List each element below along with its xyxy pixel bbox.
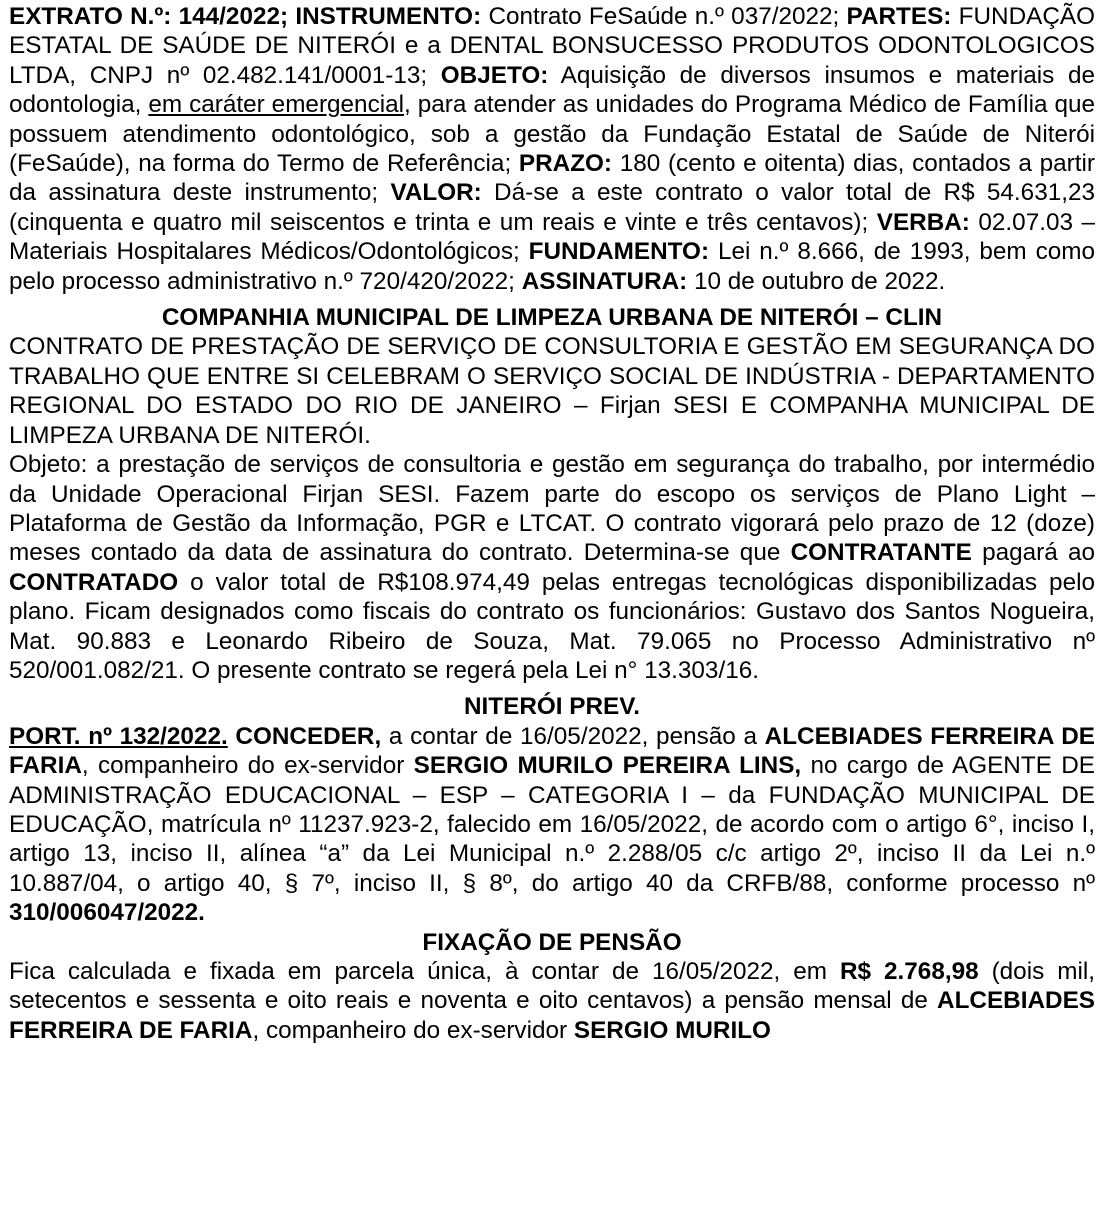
partes-text: FUNDAÇÃO ESTATAL DE SAÚDE DE NITERÓI e a DENTAL BONSUCESSO PRODUTOS ODONTOLOGICOS LTDA, CNPJ nº 02.482.141/0001-13; [9, 3, 1095, 89]
clin-contrato-paragraph: CONTRATO DE PRESTAÇÃO DE SERVIÇO DE CONSULTORIA E GESTÃO EM SEGURANÇA DO TRABALHO QUE ENTRE SI CELEBRAM O SERVIÇO SOCIAL DE INDÚSTRIA - DEPARTAMENTO REGIONAL DO ESTADO DO RIO DE JANEIRO – Firjan SESI E COMPANHA MUNICIPAL DE LIMPEZA URBANA DE NITERÓI. [9, 333, 1095, 449]
valor-text: Dá-se a este contrato o valor total de R$ 54.631,23 (cinquenta e quatro mil seiscentos e trinta e um reais e vinte e três centavos); [9, 179, 1095, 236]
contratante-label: CONTRATANTE [790, 539, 972, 567]
objeto-text: Aquisição de diversos insumos e materiais de odontologia, [9, 61, 1095, 119]
objeto-underlined-text: em caráter emergencial [148, 91, 405, 119]
pension-value: R$ 2.768,98 [840, 958, 979, 985]
conceder-label: CONCEDER, [227, 722, 382, 750]
fixacao-text-3: , companheiro do ex-servidor [252, 1016, 574, 1044]
valor-label: VALOR: [390, 179, 482, 207]
niteroi-prev-heading: NITERÓI PREV. [464, 693, 640, 721]
clin-objeto-text-3: o valor total de R$108.974,49 pelas entregas tecnológicas disponibilizadas pelo plano. Ficam designados como fiscais do contrato os funcionários: Gustavo dos Santos Nogueira, Mat. 90.883 e Leonardo Ribeiro de Souza, Mat. 79.065 no Processo Administrativo nº 520/001.082/21. O presente contrato se regerá pela Lei n° 13.303/16. [9, 568, 1095, 684]
ex-servidor-name: SERGIO MURILO PEREIRA LINS, [413, 752, 802, 780]
fundamento-label: FUNDAMENTO: [528, 238, 710, 266]
portaria-number [9, 723, 228, 750]
extrato-label: EXTRATO N.º: [9, 3, 172, 30]
beneficiary-name: ALCEBIADES FERREIRA DE FARIA [9, 987, 1095, 1044]
ex-servidor-name: SERGIO MURILO [573, 1016, 771, 1044]
partes-label: PARTES: [846, 3, 952, 30]
fundamento-text: Lei n.º 8.666, de 1993, bem como pelo processo administrativo n.º 720/420/2022; [9, 238, 1095, 295]
instrumento-text: Contrato FeSaúde n.º 037/2022; [481, 3, 847, 30]
portaria-paragraph [9, 722, 1095, 928]
clin-objeto-text: Objeto: a prestação de serviços de consultoria e gestão em segurança do trabalho, por intermédio da Unidade Operacional Firjan SESI. Fazem parte do escopo os serviços de Plano Light – Plataforma de Gestão da Informação, PGR e LTCAT. O contrato vigorará pelo prazo de 12 (doze) meses contado da data de assinatura do contrato. Determina-se que [9, 451, 1095, 567]
contratado-label: CONTRATADO [9, 568, 179, 596]
assinatura-text: 10 de outubro de 2022. [687, 267, 946, 295]
fixacao-text: Fica calculada e fixada em parcela única, à contar de 16/05/2022, em [9, 958, 840, 985]
prazo-text: 180 (cento e oitenta) dias, contados a partir da assinatura deste instrumento; [9, 150, 1095, 207]
objeto-label: OBJETO: [440, 61, 549, 89]
clin-objeto-text-2: pagará ao [971, 539, 1096, 567]
extrato-number: 144/2022; [171, 3, 296, 30]
clin-heading: COMPANHIA MUNICIPAL DE LIMPEZA URBANA DE NITERÓI – CLIN [161, 304, 943, 332]
clin-objeto-paragraph [9, 450, 1095, 685]
portaria-text-3: no cargo de AGENTE DE ADMINISTRAÇÃO EDUCACIONAL – ESP – CATEGORIA I – da FUNDAÇÃO MUNICIPAL DE EDUCAÇÃO, matrícula nº 11237.923-2, falecido em 16/05/2022, de acordo com o artigo 6°, inciso I, artigo 13, inciso II, alínea “a” da Lei Municipal n.º 2.288/05 c/c artigo 2º, inciso II da Lei n.º 10.887/04, o artigo 40, § 7º, inciso II, § 8º, do artigo 40 da CRFB/88, conforme processo nº [9, 752, 1095, 897]
portaria-text: a contar de 16/05/2022, pensão a [381, 722, 765, 750]
objeto-text-continued: , para atender as unidades do Programa Médico de Família que possuem atendimento odontológico, sob a gestão da Fundação Estatal de Saúde de Niterói (FeSaúde), na forma do Termo de Referência; [9, 91, 1095, 178]
prazo-label: PRAZO: [518, 150, 613, 178]
portaria-text-2: , companheiro do ex-servidor [81, 752, 414, 780]
processo-number: 310/006047/2022. [9, 899, 205, 927]
section-gap [9, 296, 1095, 303]
fixacao-paragraph [9, 957, 1095, 1045]
assinatura-label: ASSINATURA: [521, 267, 688, 295]
fixacao-heading: FIXAÇÃO DE PENSÃO [422, 928, 682, 956]
extrato-paragraph [9, 2, 1095, 296]
instrumento-label: INSTRUMENTO: [295, 3, 482, 30]
portaria-number-text: PORT. nº 132/2022. [9, 722, 228, 750]
verba-label: VERBA: [876, 208, 970, 236]
section-gap [9, 685, 1095, 692]
fixacao-text-2: (dois mil, setecentos e sessenta e oito reais e noventa e oito centavos) a pensão mensal de [9, 958, 1095, 1015]
verba-text: 02.07.03 – Materiais Hospitalares Médicos/Odontológicos; [9, 208, 1095, 266]
beneficiary-name: ALCEBIADES FERREIRA DE FARIA [9, 722, 1096, 780]
